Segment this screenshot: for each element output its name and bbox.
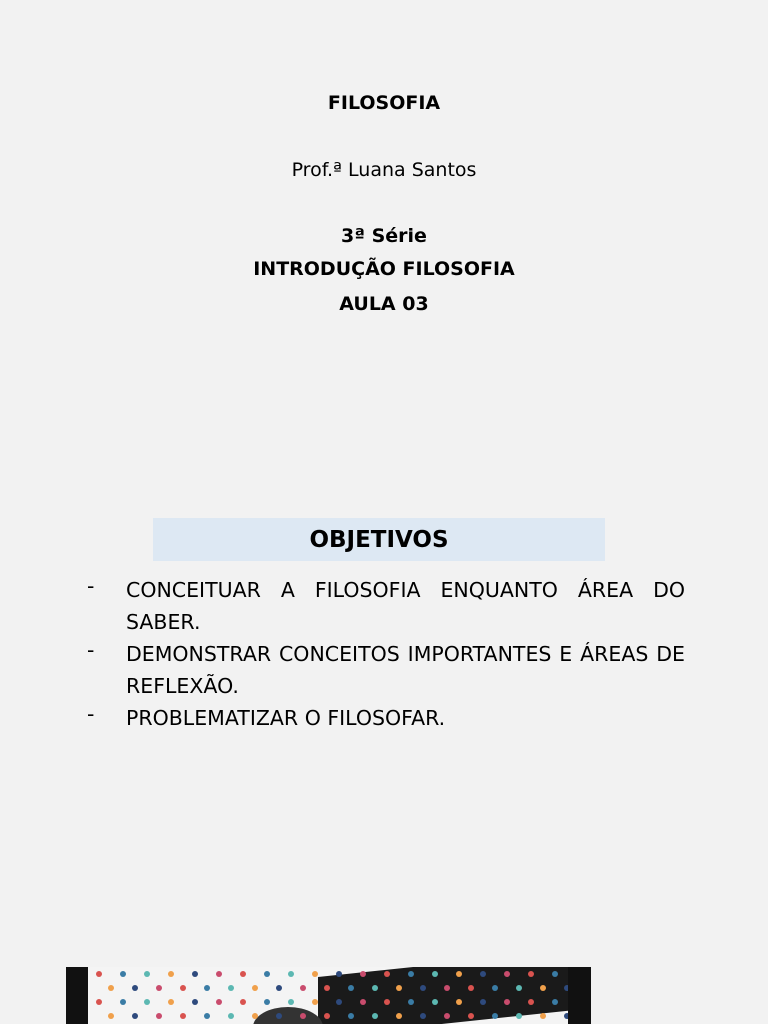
pattern-dot <box>192 999 198 1005</box>
pattern-dot <box>432 999 438 1005</box>
pattern-dot <box>516 985 522 991</box>
pattern-dot <box>276 985 282 991</box>
pattern-dot <box>228 985 234 991</box>
pattern-dot <box>540 1013 546 1019</box>
pattern-dot <box>156 1013 162 1019</box>
pattern-dot <box>564 985 568 991</box>
objective-text: CONCEITUAR A FILOSOFIA ENQUANTO ÁREA DO SABER. <box>126 578 685 634</box>
pattern-dot <box>468 985 474 991</box>
pattern-dot <box>240 999 246 1005</box>
pattern-dot <box>312 971 318 977</box>
pattern-dot <box>480 971 486 977</box>
pattern-dot <box>216 971 222 977</box>
pattern-dot <box>552 999 558 1005</box>
portrait-photo <box>253 1007 323 1024</box>
pattern-dot <box>528 971 534 977</box>
dotted-pattern <box>88 967 568 1024</box>
pattern-dot <box>384 999 390 1005</box>
pattern-dot <box>252 1013 258 1019</box>
pattern-dot <box>504 971 510 977</box>
pattern-dot <box>516 1013 522 1019</box>
pattern-dot <box>144 971 150 977</box>
pattern-dot <box>408 999 414 1005</box>
pattern-dot <box>300 985 306 991</box>
pattern-dot <box>168 971 174 977</box>
pattern-dot <box>360 999 366 1005</box>
pattern-dot <box>480 999 486 1005</box>
objective-text: DEMONSTRAR CONCEITOS IMPORTANTES E ÁREAS DE REFLEXÃO. <box>126 642 685 698</box>
objective-text: PROBLEMATIZAR O FILOSOFAR. <box>126 706 446 730</box>
pattern-dot <box>432 971 438 977</box>
bullet-dash: - <box>87 638 95 662</box>
pattern-dot <box>456 999 462 1005</box>
objectives-list <box>87 574 685 734</box>
pattern-dot <box>324 985 330 991</box>
pattern-dot <box>492 1013 498 1019</box>
pattern-dot <box>336 999 342 1005</box>
pattern-dot <box>168 999 174 1005</box>
teacher-name: Prof.ª Luana Santos <box>291 159 477 181</box>
pattern-dot <box>504 999 510 1005</box>
pattern-dot <box>492 985 498 991</box>
pattern-dot <box>348 1013 354 1019</box>
pattern-dot <box>444 985 450 991</box>
objective-item <box>87 702 685 734</box>
pattern-dot <box>324 1013 330 1019</box>
subject-title: FILOSOFIA <box>327 92 441 114</box>
objectives-banner <box>153 518 605 561</box>
pattern-dot <box>228 1013 234 1019</box>
pattern-dot <box>120 971 126 977</box>
pattern-dot <box>96 971 102 977</box>
pattern-dot <box>108 985 114 991</box>
pattern-dot <box>360 971 366 977</box>
pattern-dot <box>252 985 258 991</box>
pattern-dot <box>192 971 198 977</box>
pattern-dot <box>564 1013 568 1019</box>
grade-label: 3ª Série <box>341 225 427 247</box>
pattern-dot <box>264 971 270 977</box>
pattern-dot <box>540 985 546 991</box>
pattern-dot <box>180 985 186 991</box>
pattern-dot <box>456 971 462 977</box>
lesson-number: AULA 03 <box>339 293 429 315</box>
bullet-dash: - <box>87 702 95 726</box>
pattern-dot <box>180 1013 186 1019</box>
pattern-dot <box>288 971 294 977</box>
pattern-dot <box>420 1013 426 1019</box>
pattern-dot <box>204 1013 210 1019</box>
pattern-dot <box>300 1013 306 1019</box>
pattern-dot <box>156 985 162 991</box>
pattern-dot <box>312 999 318 1005</box>
pattern-dot <box>288 999 294 1005</box>
pattern-dot <box>108 1013 114 1019</box>
pattern-dot <box>216 999 222 1005</box>
pattern-dot <box>396 985 402 991</box>
bullet-dash: - <box>87 574 95 598</box>
pattern-dot <box>384 971 390 977</box>
objective-item <box>87 638 685 702</box>
pattern-dot <box>132 1013 138 1019</box>
pattern-dot <box>348 985 354 991</box>
next-slide-preview <box>66 967 591 1024</box>
pattern-dot <box>552 971 558 977</box>
pattern-dot <box>96 999 102 1005</box>
pattern-dot <box>276 1013 282 1019</box>
pattern-dot <box>372 1013 378 1019</box>
pattern-dot <box>144 999 150 1005</box>
pattern-dot <box>468 1013 474 1019</box>
objectives-title: OBJETIVOS <box>309 526 449 553</box>
pattern-dot <box>408 971 414 977</box>
pattern-dot <box>396 1013 402 1019</box>
pattern-dot <box>420 985 426 991</box>
pattern-dot <box>372 985 378 991</box>
pattern-dot <box>204 985 210 991</box>
pattern-dot <box>264 999 270 1005</box>
pattern-dot <box>120 999 126 1005</box>
pattern-dot <box>240 971 246 977</box>
pattern-dot <box>528 999 534 1005</box>
pattern-dot <box>444 1013 450 1019</box>
objective-item <box>87 574 685 638</box>
pattern-dot <box>132 985 138 991</box>
unit-title: INTRODUÇÃO FILOSOFIA <box>253 258 515 280</box>
pattern-dot <box>336 971 342 977</box>
